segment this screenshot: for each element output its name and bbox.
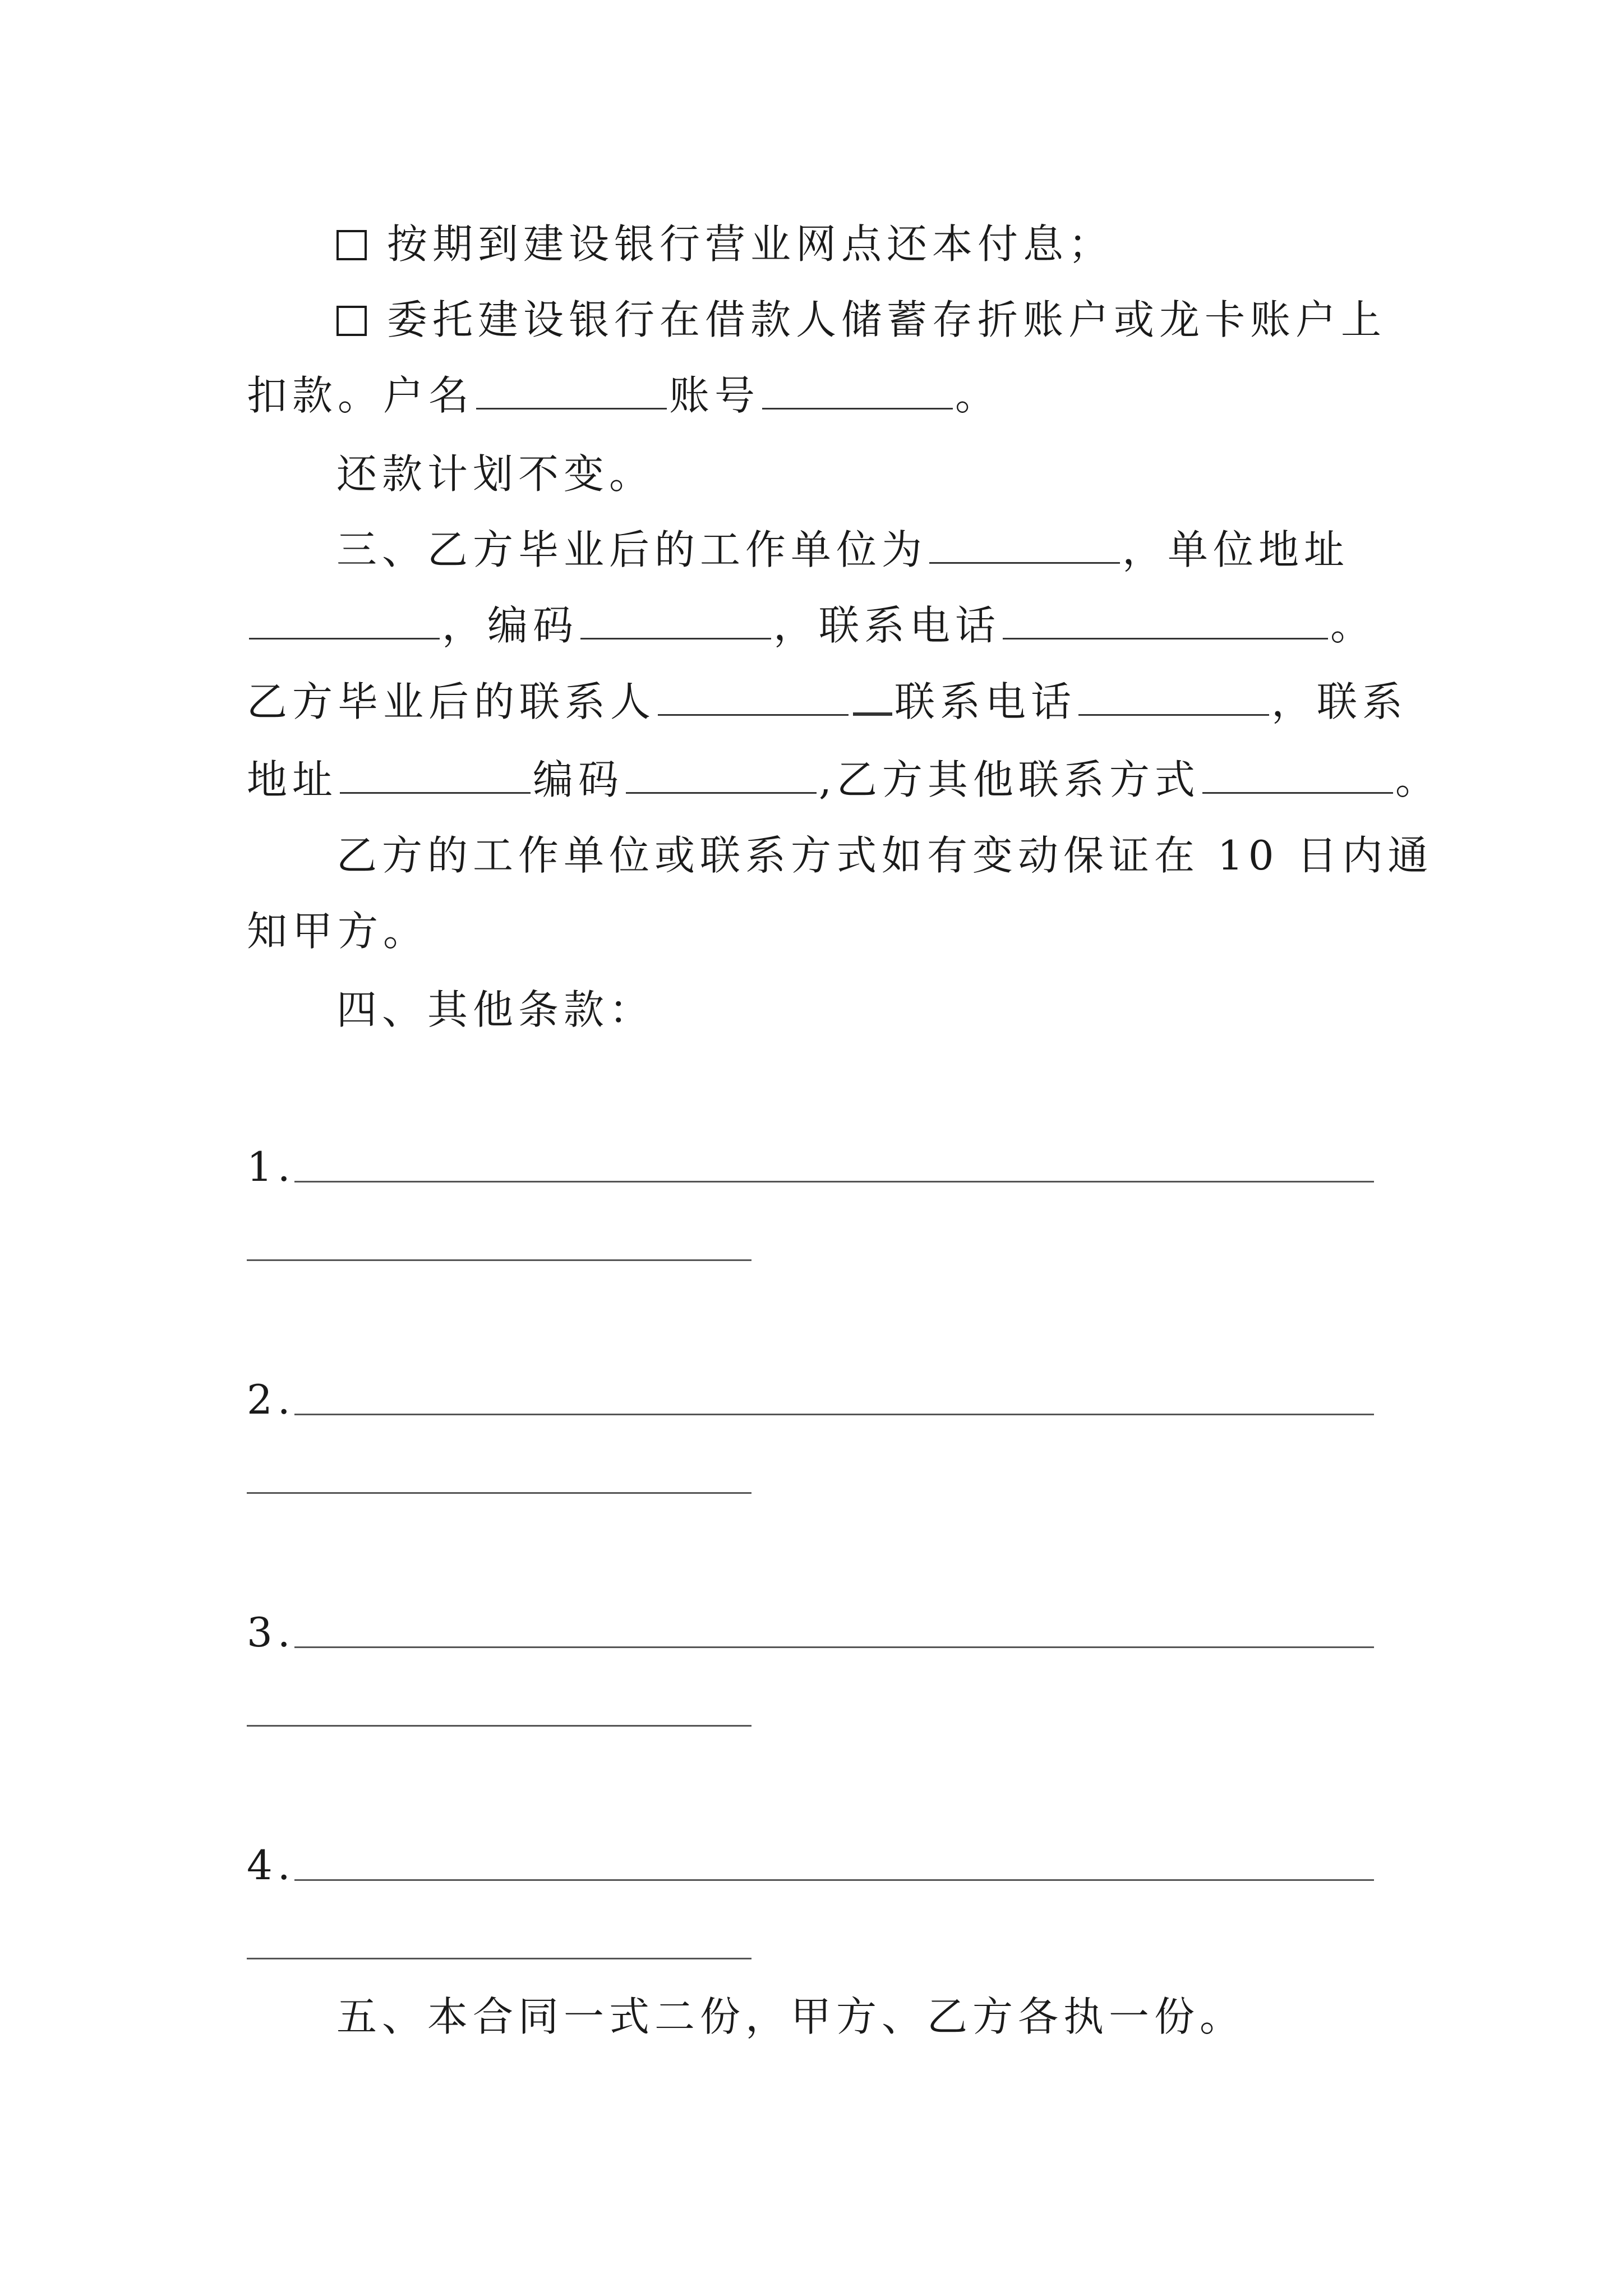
postcode-field[interactable] (580, 599, 771, 639)
other-contact-label: ,乙方其他联系方式 (819, 756, 1200, 803)
contact-postcode-label: 编码 (533, 756, 624, 803)
checkbox-branch-repay[interactable] (336, 230, 367, 260)
other-contact-field[interactable] (1202, 753, 1393, 794)
postcode-label: ，编码 (442, 602, 579, 649)
clause-4-number: 4. (247, 1842, 296, 1889)
punctuation: 。 (1395, 756, 1441, 803)
unit-address-label: ，单位地址 (1122, 526, 1350, 573)
contact-phone-label: 联系电话 (895, 678, 1077, 725)
account-name-label: 扣款。户名 (247, 372, 474, 419)
clause-2-field[interactable] (294, 1414, 1374, 1415)
unit-address-field[interactable] (249, 599, 440, 639)
contact-person-label: 乙方毕业后的联系人 (247, 678, 656, 725)
contact-postcode-field[interactable] (626, 753, 817, 794)
repay-option-deduct (336, 292, 1391, 348)
clause-3-number: 3. (247, 1609, 296, 1656)
punctuation: 。 (955, 372, 1001, 419)
punctuation: 。 (1330, 602, 1376, 649)
account-info-line (247, 367, 1391, 424)
notice-line-2: 知甲方。 (247, 908, 429, 955)
contact-address-field[interactable] (340, 753, 531, 794)
account-number-label: 账号 (669, 372, 760, 419)
clause-2-field-cont[interactable] (247, 1492, 751, 1494)
phone-field[interactable] (1003, 599, 1328, 639)
clause-1-number: 1. (247, 1143, 296, 1190)
account-number-field[interactable] (762, 369, 953, 409)
phone-label: ，联系电话 (773, 602, 1001, 649)
section-5-text: 五、本合同一式二份，甲方、乙方各执一份。 (336, 1993, 1246, 2040)
contact-phone-field[interactable] (1078, 675, 1269, 716)
clause-3-field-cont[interactable] (247, 1725, 751, 1727)
contact-person-field[interactable] (658, 675, 849, 716)
section-3-line-1 (336, 522, 1391, 578)
work-unit-label: 三、乙方毕业后的工作单位为 (336, 526, 928, 573)
section-3-line-2 (247, 597, 1391, 654)
option-branch-text: 按期到建设银行营业网点还本付息； (387, 220, 1114, 268)
repay-option-branch (336, 216, 1391, 272)
clause-4-field[interactable] (294, 1879, 1374, 1881)
account-name-field[interactable] (476, 369, 667, 409)
clause-1-field[interactable] (294, 1181, 1374, 1182)
checkbox-auto-deduct[interactable] (336, 306, 367, 336)
clause-3-field[interactable] (294, 1646, 1374, 1648)
section-3-line-4 (247, 752, 1441, 808)
contact-address-label: ，联系 (1271, 678, 1408, 725)
repay-plan-line: 还款计划不变。 (336, 450, 655, 498)
address-label: 地址 (247, 756, 338, 803)
work-unit-field[interactable] (929, 523, 1120, 564)
clause-2-number: 2. (247, 1376, 296, 1423)
clause-4-field-cont[interactable] (247, 1958, 751, 1959)
contact-person-field-ext[interactable] (853, 673, 892, 716)
clause-1-field-cont[interactable] (247, 1259, 751, 1261)
notice-line-1: 乙方的工作单位或联系方式如有变动保证在 10 日内通 (336, 832, 1433, 879)
section-3-line-3 (247, 673, 1408, 730)
option-deduct-text: 委托建设银行在借款人储蓄存折账户或龙卡账户上 (387, 296, 1387, 343)
section-4-heading: 四、其他条款： (336, 986, 655, 1033)
